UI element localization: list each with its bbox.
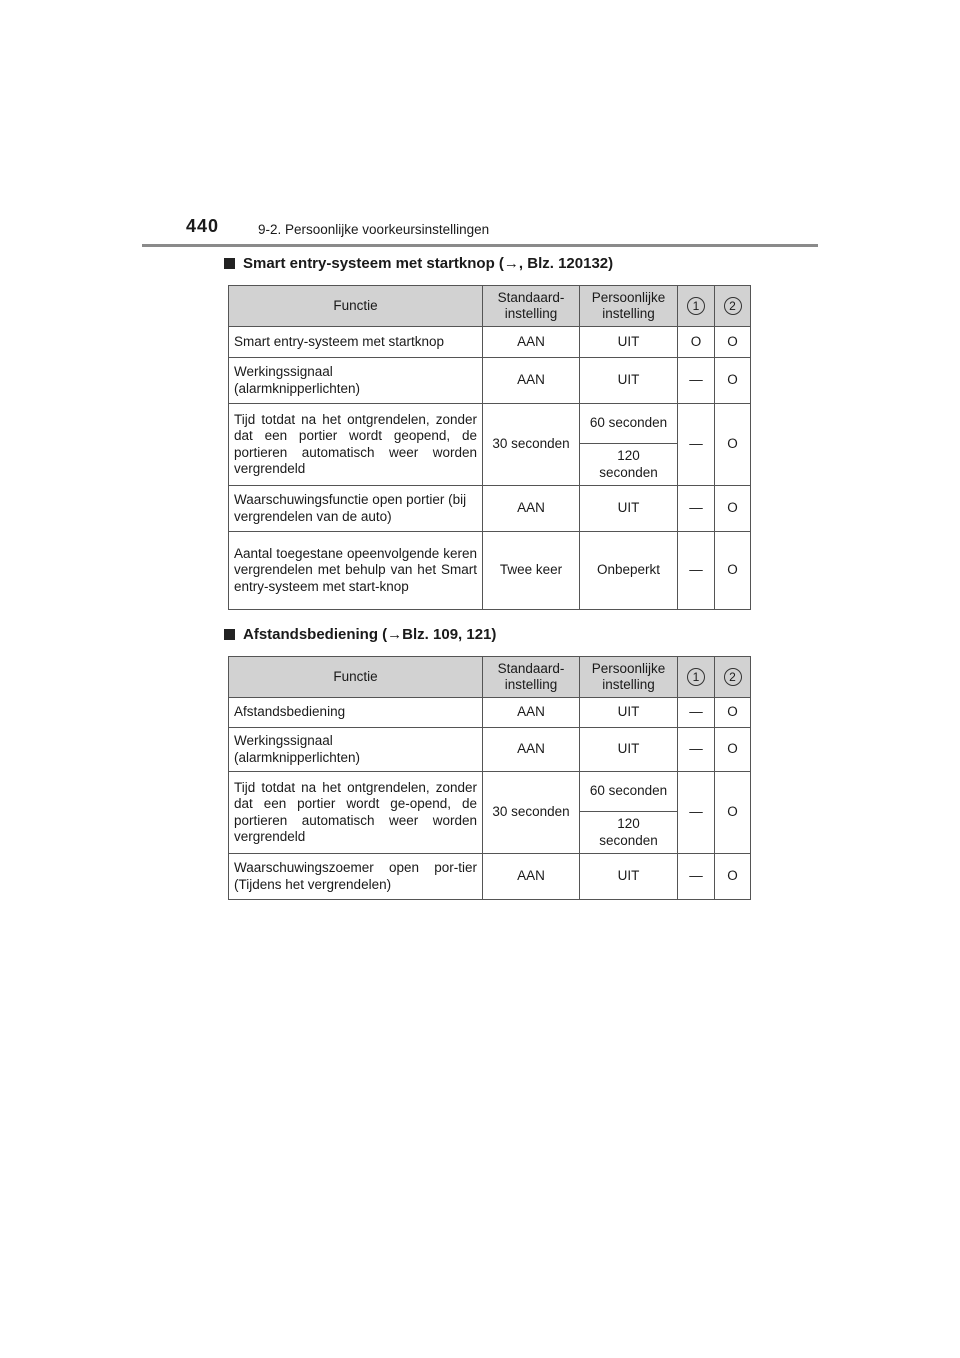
table-row — [229, 698, 751, 728]
header-default: Standaard- instelling — [483, 657, 580, 698]
cell-mark-1: — — [678, 358, 715, 404]
cell-personal-option-a: 60 seconden — [580, 404, 678, 444]
cell-mark-1: — — [678, 698, 715, 728]
cell-mark-2: O — [715, 698, 751, 728]
header-default: Standaard- instelling — [483, 286, 580, 327]
smart-entry-settings-table — [228, 285, 751, 610]
header-divider — [142, 244, 818, 247]
table-row — [229, 728, 751, 772]
header-mark-2 — [715, 286, 751, 327]
cell-mark-1: — — [678, 772, 715, 854]
circled-2-icon: 2 — [724, 297, 742, 315]
table-row — [229, 358, 751, 404]
header-mark-2 — [715, 657, 751, 698]
cell-mark-2: O — [715, 728, 751, 772]
table-row — [229, 486, 751, 532]
cell-function: Tijd totdat na het ontgrendelen, zonder dat een portier wordt geopend, de portieren automatisch weer worden vergrendeld — [229, 404, 483, 486]
cell-mark-2: O — [715, 772, 751, 854]
cell-default: 30 seconden — [483, 404, 580, 486]
cell-default: AAN — [483, 854, 580, 900]
table-row — [229, 532, 751, 610]
cell-mark-1: — — [678, 854, 715, 900]
cell-personal-option-b: 120 seconden — [580, 444, 678, 486]
cell-personal: UIT — [580, 358, 678, 404]
cell-personal-option-a: 60 seconden — [580, 772, 678, 812]
chapter-title: 9-2. Persoonlijke voorkeursinstellingen — [258, 222, 490, 237]
cell-personal: UIT — [580, 728, 678, 772]
cell-function: Waarschuwingsfunctie open portier (bij vergrendelen van de auto) — [229, 486, 483, 532]
section-title-remote-control — [224, 626, 496, 643]
circled-2-icon: 2 — [724, 668, 742, 686]
section-title-smart-entry — [224, 255, 613, 272]
cell-function: Werkingssignaal (alarmknipperlichten) — [229, 358, 483, 404]
cell-mark-1: — — [678, 532, 715, 610]
cell-mark-1: O — [678, 327, 715, 358]
cell-mark-2: O — [715, 404, 751, 486]
cell-personal: UIT — [580, 327, 678, 358]
section-title-text: Smart entry-systeem met startknop (→, Blz. 120132) — [243, 255, 614, 272]
cell-mark-2: O — [715, 854, 751, 900]
square-bullet-icon — [224, 629, 235, 640]
header-mark-1 — [678, 657, 715, 698]
cell-mark-1: — — [678, 728, 715, 772]
cell-default: AAN — [483, 486, 580, 532]
cell-default: AAN — [483, 327, 580, 358]
remote-control-settings-table — [228, 656, 751, 900]
cell-mark-2: O — [715, 327, 751, 358]
cell-function: Aantal toegestane opeenvolgende keren vergrendelen met behulp van het Smart entry-systeem met start-knop — [229, 532, 483, 610]
cell-personal: UIT — [580, 698, 678, 728]
cell-function: Waarschuwingszoemer open por-tier (Tijdens het vergrendelen) — [229, 854, 483, 900]
header-personal: Persoonlijke instelling — [580, 657, 678, 698]
cell-default: 30 seconden — [483, 772, 580, 854]
cell-default: AAN — [483, 698, 580, 728]
cell-function: Afstandsbediening — [229, 698, 483, 728]
cell-personal-option-b: 120 seconden — [580, 812, 678, 854]
header-function: Functie — [229, 657, 483, 698]
cell-default: Twee keer — [483, 532, 580, 610]
table-row — [229, 772, 751, 812]
cell-personal: Onbeperkt — [580, 532, 678, 610]
cell-mark-2: O — [715, 486, 751, 532]
header-mark-1 — [678, 286, 715, 327]
cell-personal: UIT — [580, 854, 678, 900]
header-function: Functie — [229, 286, 483, 327]
table-row — [229, 854, 751, 900]
cell-mark-2: O — [715, 358, 751, 404]
cell-function: Smart entry-systeem met startknop — [229, 327, 483, 358]
cell-function: Tijd totdat na het ontgrendelen, zonder dat een portier wordt ge-opend, de portieren automatisch weer worden vergrendeld — [229, 772, 483, 854]
cell-function: Werkingssignaal (alarmknipperlichten) — [229, 728, 483, 772]
cell-personal: UIT — [580, 486, 678, 532]
section-title-text: Afstandsbediening (→Blz. 109, 121) — [243, 626, 497, 643]
square-bullet-icon — [224, 258, 235, 269]
header-personal: Persoonlijke instelling — [580, 286, 678, 327]
cell-default: AAN — [483, 358, 580, 404]
table-row — [229, 404, 751, 444]
cell-mark-2: O — [715, 532, 751, 610]
circled-1-icon: 1 — [687, 668, 705, 686]
cell-mark-1: — — [678, 486, 715, 532]
page-number: 440 — [186, 216, 220, 236]
table-header-row — [229, 657, 751, 698]
table-row — [229, 327, 751, 358]
cell-mark-1: — — [678, 404, 715, 486]
cell-default: AAN — [483, 728, 580, 772]
circled-1-icon: 1 — [687, 297, 705, 315]
table-header-row — [229, 286, 751, 327]
